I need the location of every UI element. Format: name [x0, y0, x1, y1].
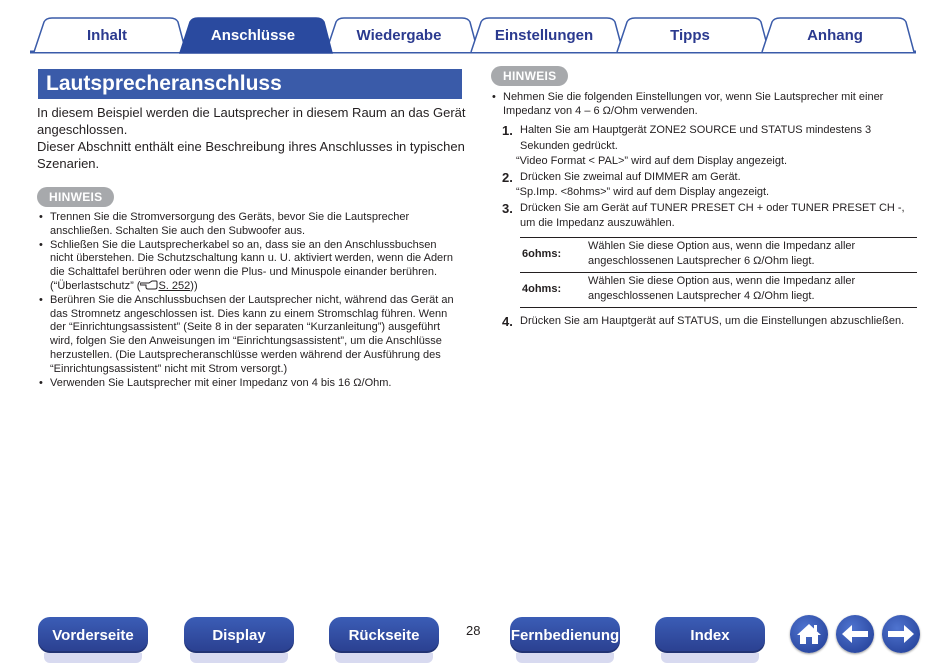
step-result: “Video Format < PAL>” wird auf dem Display angezeigt. — [516, 155, 788, 167]
top-tab-bar — [30, 14, 916, 54]
arrow-right-icon — [887, 624, 915, 644]
impedance-table — [520, 237, 917, 308]
step-result: “Sp.Imp. <8ohms>” wird auf dem Display angezeigt. — [516, 186, 770, 198]
tab-anhang[interactable]: Anhang — [807, 26, 863, 44]
step-list — [502, 123, 917, 329]
step-text: Halten Sie am Hauptgerät ZONE2 SOURCE und STATUS mindestens 3 Sekunden gedrückt. — [520, 124, 872, 152]
intro-text — [37, 104, 467, 172]
note-item: • Trennen Sie die Stromversorgung des Geräts, bevor Sie die Lautsprecher anschließen. Schalten Sie auch den Subwoofer aus. — [38, 211, 458, 239]
intro-paragraph-2: Dieser Abschnitt enthält eine Beschreibung ihres Anschlusses in typischen Szenarien. — [37, 139, 465, 171]
step-number: 2. — [502, 169, 513, 185]
intro-paragraph-1: In diesem Beispiel werden die Lautsprecher in diesem Raum an das Gerät angeschlossen. — [37, 105, 466, 137]
step-number: 4. — [502, 313, 513, 329]
step-text: Drücken Sie zweimal auf DIMMER am Gerät. — [520, 170, 741, 183]
note-list-left — [38, 211, 458, 390]
arrow-left-icon — [841, 624, 869, 644]
section-title: Lautsprecheranschluss — [38, 69, 462, 99]
note-item — [38, 239, 458, 294]
pointing-hand-icon — [140, 280, 158, 290]
remote-control-button[interactable]: Fernbedienung — [510, 617, 620, 653]
tab-tipps[interactable]: Tipps — [670, 26, 710, 44]
impedance-label: 4ohms: — [520, 272, 588, 307]
note-badge-left: HINWEIS — [37, 187, 114, 207]
step-body — [520, 123, 917, 154]
step-number: 3. — [502, 200, 513, 216]
step-number: 1. — [502, 123, 513, 138]
table-row — [520, 237, 917, 272]
note-item: • Berühren Sie die Anschlussbuchsen der Lautsprecher nicht, während das Gerät an das Stromnetz angeschlossen ist. Dies kann zu einem Stromschlag führen. Wenn der “Einrichtungsassistent” (Seite 8 in der separaten “Kurzanleitung”) ausgeführt wird, folgen Sie den Anweisungen im “Einrichtungsassistent”, um die Anschlüsse herzustellen. (Die Lautsprecheranschlüsse werden während der Ausführung des “Einrichtungsassistent” nicht mit Strom versorgt.) — [38, 294, 458, 377]
page-number: 28 — [466, 623, 481, 638]
front-panel-button[interactable]: Vorderseite — [38, 617, 148, 653]
page-reference-link[interactable]: S. 252 — [158, 279, 191, 292]
step-4 — [502, 314, 917, 330]
note-item-text: Schließen Sie die Lautsprecherkabel so an, dass sie an den Anschlussbuchsen nicht überstehen. Die Schutzschaltung kann u. U. aktiviert werden, wenn die Adern die Schalttafel berühren oder wenn die Plus- und Minuspole einander berühren. (“Überlastschutz” ( — [50, 238, 453, 292]
impedance-description: Wählen Sie diese Option aus, wenn die Impedanz aller angeschlossenen Lautsprecher 4 Ω/Ohm liegt. — [588, 272, 917, 307]
impedance-label: 6ohms: — [520, 237, 588, 272]
note-item-text-end: )) — [190, 279, 198, 292]
step-1 — [502, 123, 917, 154]
tab-wiedergabe[interactable]: Wiedergabe — [356, 26, 442, 44]
step-3 — [502, 201, 917, 232]
rear-panel-button[interactable]: Rückseite — [329, 617, 439, 653]
step-text: Drücken Sie am Hauptgerät auf STATUS, um die Einstellungen abzuschließen. — [520, 314, 905, 327]
previous-page-button[interactable] — [836, 615, 874, 653]
next-page-button[interactable] — [882, 615, 920, 653]
index-button[interactable]: Index — [655, 617, 765, 653]
tab-einstellungen[interactable]: Einstellungen — [494, 26, 594, 44]
step-text: Drücken Sie am Gerät auf TUNER PRESET CH + oder TUNER PRESET CH -, um die Impedanz auszuwählen. — [520, 201, 905, 229]
home-button[interactable] — [790, 615, 828, 653]
tab-inhalt[interactable]: Inhalt — [87, 26, 127, 44]
display-button[interactable]: Display — [184, 617, 294, 653]
note-item: • Nehmen Sie die folgenden Einstellungen vor, wenn Sie Lautsprecher mit einer Impedanz von 4 – 6 Ω/Ohm verwenden. — [491, 91, 911, 119]
table-row — [520, 272, 917, 307]
note-item: • Verwenden Sie Lautsprecher mit einer Impedanz von 4 bis 16 Ω/Ohm. — [38, 377, 458, 391]
impedance-description: Wählen Sie diese Option aus, wenn die Impedanz aller angeschlossenen Lautsprecher 6 Ω/Ohm liegt. — [588, 237, 917, 272]
home-icon — [796, 622, 822, 646]
note-list-right — [491, 91, 911, 119]
step-2 — [502, 170, 917, 186]
note-badge-right: HINWEIS — [491, 66, 568, 86]
tab-anschluesse[interactable]: Anschlüsse — [210, 26, 296, 44]
